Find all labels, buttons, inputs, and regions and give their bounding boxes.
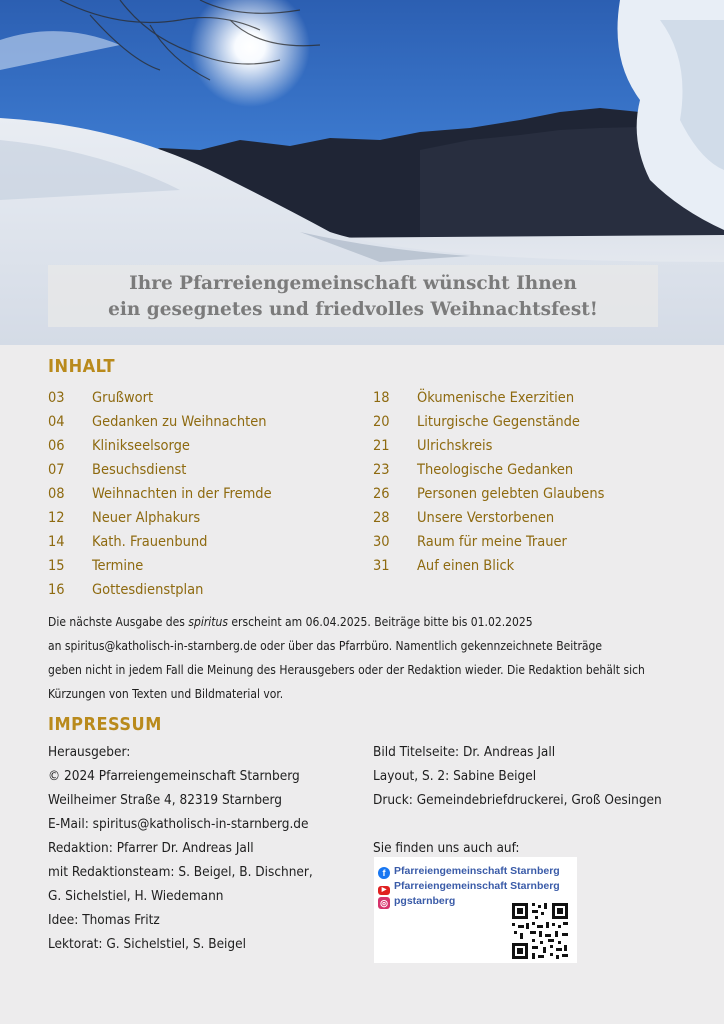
toc-title: Klinikseelsorge [92,438,190,454]
notice-line-3: geben nicht in jedem Fall die Meinung des Herausgebers oder der Redaktion wieder. Die Redaktion behält sich [48,663,645,677]
toc-page: 03 [48,390,65,406]
toc-page: 31 [373,558,390,574]
social-media-card [374,857,577,963]
impressum-line: Druck: Gemeindebriefdruckerei, Groß Oesingen [373,792,662,808]
toc-entry[interactable] [373,434,604,458]
toc-page: 15 [48,558,65,574]
youtube-label: Pfarreiengemeinschaft Starnberg [394,880,560,892]
toc-title: Liturgische Gegenstände [417,414,580,430]
toc-title: Termine [92,558,144,574]
impressum-right-column [373,740,662,860]
toc-entry[interactable] [373,530,604,554]
impressum-line: Herausgeber: [48,744,131,760]
greeting-banner [48,265,658,327]
notice-line-2: an spiritus@katholisch-in-starnberg.de oder über das Pfarrbüro. Namentlich gekennzeichnete Beiträge [48,639,603,653]
impressum-line: Lektorat: G. Sichelstiel, S. Beigel [48,936,246,952]
contents-right-column [373,386,604,578]
social-heading: Sie finden uns auch auf: [373,840,520,856]
toc-title: Weihnachten in der Fremde [92,486,272,502]
impressum-line: Redaktion: Pfarrer Dr. Andreas Jall [48,840,254,856]
instagram-link[interactable] [378,894,455,908]
toc-page: 18 [373,390,390,406]
toc-page: 04 [48,414,65,430]
impressum-line: Layout, S. 2: Sabine Beigel [373,768,537,784]
toc-entry[interactable] [373,458,604,482]
toc-page: 12 [48,510,65,526]
notice-text: erscheint am 06.04.2025. Beiträge bitte bis 01.02.2025 [227,615,533,629]
greeting-line-1: Ihre Pfarreiengemeinschaft wünscht Ihnen [129,273,577,294]
toc-page: 14 [48,534,65,550]
toc-entry[interactable] [48,386,272,410]
toc-title: Gottesdienstplan [92,582,204,598]
toc-entry[interactable] [48,458,272,482]
toc-entry[interactable] [373,410,604,434]
impressum-heading: IMPRESSUM [48,714,162,735]
facebook-label: Pfarreiengemeinschaft Starnberg [394,865,560,877]
instagram-label: pgstarnberg [394,895,456,907]
impressum-email[interactable]: E-Mail: spiritus@katholisch-in-starnberg.de [48,816,309,832]
toc-page: 23 [373,462,390,478]
toc-entry[interactable] [48,554,272,578]
toc-entry[interactable] [48,434,272,458]
toc-page: 28 [373,510,390,526]
notice-text: Die nächste Ausgabe des [48,615,189,629]
toc-entry[interactable] [48,410,272,434]
toc-page: 07 [48,462,65,478]
qr-code[interactable] [510,901,570,961]
impressum-line: G. Sichelstiel, H. Wiedemann [48,888,224,904]
contents-left-column [48,386,272,602]
toc-title: Kath. Frauenbund [92,534,208,550]
toc-title: Unsere Verstorbenen [417,510,555,526]
toc-page: 16 [48,582,65,598]
toc-page: 08 [48,486,65,502]
toc-entry[interactable] [373,386,604,410]
greeting-line-2: ein gesegnetes und friedvolles Weihnachtsfest! [108,299,598,320]
next-issue-notice [48,610,678,706]
impressum-line: Bild Titelseite: Dr. Andreas Jall [373,744,556,760]
toc-page: 21 [373,438,390,454]
toc-page: 30 [373,534,390,550]
youtube-icon: ▶ [378,886,390,895]
toc-page: 06 [48,438,65,454]
impressum-line: © 2024 Pfarreiengemeinschaft Starnberg [48,768,300,784]
toc-title: Theologische Gedanken [417,462,574,478]
youtube-link[interactable] [378,879,560,893]
contents-heading: INHALT [48,356,116,377]
toc-title: Auf einen Blick [417,558,515,574]
instagram-icon: ◎ [378,897,390,909]
toc-title: Raum für meine Trauer [417,534,567,550]
toc-entry[interactable] [48,506,272,530]
impressum-line: Weilheimer Straße 4, 82319 Starnberg [48,792,282,808]
toc-page: 26 [373,486,390,502]
toc-entry[interactable] [373,554,604,578]
hero-winter-photo [0,0,724,345]
facebook-icon: f [378,867,390,879]
magazine-name: spiritus [188,615,228,629]
toc-entry[interactable] [373,506,604,530]
toc-entry[interactable] [48,482,272,506]
impressum-line: mit Redaktionsteam: S. Beigel, B. Dischner, [48,864,313,880]
toc-entry[interactable] [48,578,272,602]
facebook-link[interactable] [378,864,560,878]
toc-title: Besuchsdienst [92,462,187,478]
toc-title: Personen gelebten Glaubens [417,486,605,502]
toc-title: Ökumenische Exerzitien [417,390,575,406]
toc-entry[interactable] [373,482,604,506]
toc-title: Ulrichskreis [417,438,493,454]
impressum-left-column [48,740,313,956]
notice-line-1 [48,610,678,634]
impressum-line: Idee: Thomas Fritz [48,912,160,928]
toc-entry[interactable] [48,530,272,554]
toc-title: Gedanken zu Weihnachten [92,414,267,430]
toc-title: Grußwort [92,390,154,406]
toc-page: 20 [373,414,390,430]
notice-line-4: Kürzungen von Texten und Bildmaterial vor. [48,687,284,701]
toc-title: Neuer Alphakurs [92,510,201,526]
